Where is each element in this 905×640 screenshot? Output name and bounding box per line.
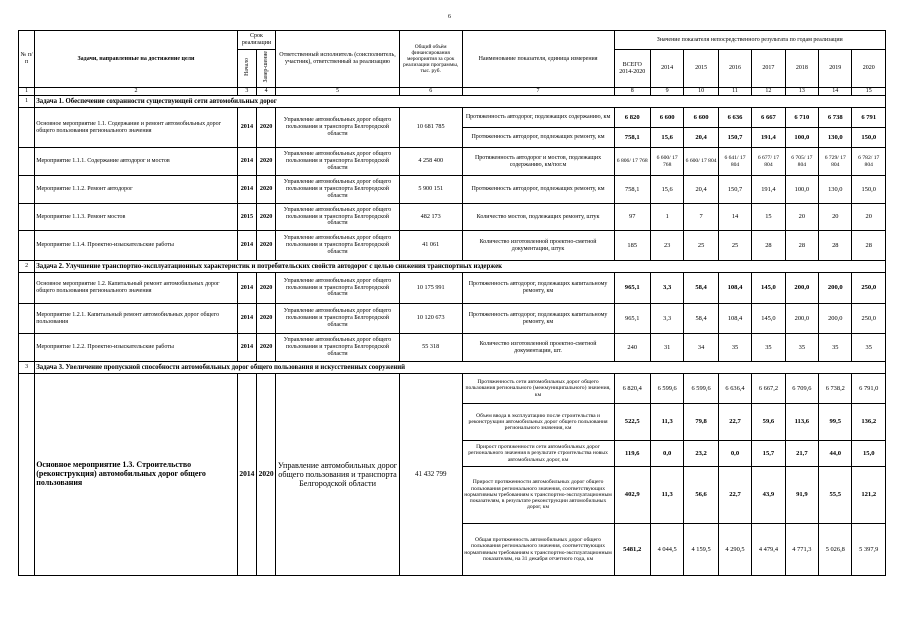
table-row: Общая протяженность автомобильных дорог общего пользования регионального значения, соответствующих нормативным требованиям к транспортно-эксплуатационным показателям, на 31 декабря отчетного года, км 5481,2 4 044,5 4 159,5 4 290,5 4 479,4 4 771,3 5 026,8 5 397,9 bbox=[19, 524, 886, 576]
header-total: ВСЕГО 2014-2020 bbox=[614, 50, 650, 88]
task-title: Задача 1. Обеспечение сохранности существующей сети автомобильных дорог bbox=[35, 96, 886, 108]
table-row: Мероприятие 1.1.4. Проектно-изыскательские работы 2014 2020 Управление автомобильных дорог общего пользования и транспорта Белгородской области 41 061 Количество изготовленной проектно-сметной документации, штук 185 23 25 25 28 28 28 28 bbox=[19, 231, 886, 261]
header-end: Завер-шение bbox=[257, 50, 276, 88]
task-title: Задача 3. Увеличение пропускной способности автомобильных дорог общего пользования и искусственных сооружений bbox=[35, 362, 886, 374]
header-executor: Ответственный исполнитель (соисполнитель, участник), ответственный за реализацию bbox=[276, 31, 400, 88]
task-title: Задача 2. Улучшение транспортно-эксплуатационных характеристик и потребительских свойств автодорог с целью снижения транспортных издержек bbox=[35, 261, 886, 273]
header-num: № п/п bbox=[19, 31, 35, 88]
header-year: 2015 bbox=[684, 50, 718, 88]
header-task: Задачи, направленные на достижение цели bbox=[35, 31, 238, 88]
header-year: 2019 bbox=[819, 50, 852, 88]
column-numbers-row: 1 2 3 4 5 6 7 8 9 10 11 12 13 14 15 bbox=[19, 88, 886, 96]
header-year: 2014 bbox=[650, 50, 683, 88]
page-number: 6 bbox=[448, 14, 451, 20]
task-row: 2 Задача 2. Улучшение транспортно-эксплуатационных характеристик и потребительских свойств автодорог с целью снижения транспортных издержек bbox=[19, 261, 886, 273]
table-row: Прирост протяженности автомобильных дорог общего пользования регионального значения, соответствующих нормативным требованиям к транспортно-эксплуатационным показателям, в результате реконструкции автомобильных дорог, км 402,9 11,3 56,6 22,7 43,9 91,9 55,5 121,2 bbox=[19, 467, 886, 524]
task-row: 3 Задача 3. Увеличение пропускной способности автомобильных дорог общего пользования и искусственных сооружений bbox=[19, 362, 886, 374]
header-values-title: Значение показателя непосредственного результата по годам реализации bbox=[614, 31, 886, 50]
table-row: Основное мероприятие 1.2. Капитальный ремонт автомобильных дорог общего пользования регионального значения 2014 2020 Управление автомобильных дорог общего пользования и транспорта Белгородской области 10 175 991 Протяженность автодорог, подлежащих капитальному ремонту, км 965,1 3,3 58,4 108,4 145,0 200,0 200,0 250,0 bbox=[19, 273, 886, 304]
table-row: Прирост протяженности сети автомобильных дорог регионального значения в результате строительства новых автомобильных дорог, км 119,6 0,0 23,2 0,0 15,7 21,7 44,0 15,0 bbox=[19, 441, 886, 467]
table-row: Мероприятие 1.1.2. Ремонт автодорог 2014 2020 Управление автомобильных дорог общего пользования и транспорта Белгородской области 5 900 151 Протяженность автодорог, подлежащих ремонту, км 758,1 15,6 20,4 150,7 191,4 100,0 130,0 150,0 bbox=[19, 176, 886, 204]
header-year: 2017 bbox=[752, 50, 785, 88]
header-year: 2018 bbox=[785, 50, 818, 88]
table-row: Мероприятие 1.2.1. Капитальный ремонт автомобильных дорог общего пользования 2014 2020 Управление автомобильных дорог общего пользования и транспорта Белгородской области 10 120 673 Протяженность автодорог, подлежащих капитальному ремонту, км 965,1 3,3 58,4 108,4 145,0 200,0 200,0 250,0 bbox=[19, 304, 886, 334]
activity-name: Основное мероприятие 1.1. Содержание и ремонт автомобильных дорог общего пользования регионального значения bbox=[35, 108, 238, 148]
table-row: Мероприятие 1.1.3. Ремонт мостов 2015 2020 Управление автомобильных дорог общего пользования и транспорта Белгородской области 482 173 Количество мостов, подлежащих ремонту, штук 97 1 7 14 15 20 20 20 bbox=[19, 204, 886, 231]
table-row: Протяженность автодорог, подлежащих ремонту, км 758,1 15,6 20,4 150,7 191,4 100,0 130,0 150,0 bbox=[19, 128, 886, 148]
table-row: Основное мероприятие 1.1. Содержание и ремонт автомобильных дорог общего пользования регионального значения 2014 2020 Управление автомобильных дорог общего пользования и транспорта Белгородской области 10 681 785 Протяженность автодорог, подлежащих содержанию, км 6 820 6 600 6 600 6 636 6 667 6 710 6 738 6 791 bbox=[19, 108, 886, 128]
header-indicator: Наименование показателя, единица измерения bbox=[462, 31, 614, 88]
table-row: Мероприятие 1.2.2. Проектно-изыскательские работы 2014 2020 Управление автомобильных дорог общего пользования и транспорта Белгородской области 55 318 Количество изготовленной проектно-сметной документации, шт. 240 31 34 35 35 35 35 35 bbox=[19, 334, 886, 362]
header-funding: Общий объём финансирования мероприятия за срок реализации программы, тыс. руб. bbox=[399, 31, 462, 88]
table-row: Объем ввода в эксплуатацию после строительства и реконструкции автомобильных дорог общего пользования регионального значения, км 522,5 11,3 79,8 22,7 59,6 113,6 99,5 136,2 bbox=[19, 404, 886, 441]
table-row: Основное мероприятие 1.3. Строительство (реконструкция) автомобильных дорог общего пользования 2014 2020 Управление автомобильных дорог общего пользования и транспорта Белгородской области 41 432 799 Протяженность сети автомобильных дорог общего пользования регионального (межмуниципального) значения, км 6 820,4 6 599,6 6 599,6 6 636,4 6 667,2 6 709,6 6 738,2 6 791,0 bbox=[19, 374, 886, 404]
header-year: 2020 bbox=[852, 50, 886, 88]
task-row: 1 Задача 1. Обеспечение сохранности существующей сети автомобильных дорог bbox=[19, 96, 886, 108]
header-year: 2016 bbox=[718, 50, 751, 88]
header-term: Срок реализации bbox=[237, 31, 275, 50]
header-start: Начало bbox=[237, 50, 256, 88]
program-table bbox=[18, 30, 886, 576]
table-row: Мероприятие 1.1.1. Содержание автодорог и мостов 2014 2020 Управление автомобильных дорог общего пользования и транспорта Белгородской области 4 258 400 Протяженность автодорог и мостов, подлежащих содержанию, км/пог.м 6 806/ 17 768 6 600/ 17 768 6 600/ 17 804 6 641/ 17 804 6 677/ 17 804 6 705/ 17 804 6 729/ 17 804 6 782/ 17 804 bbox=[19, 148, 886, 176]
